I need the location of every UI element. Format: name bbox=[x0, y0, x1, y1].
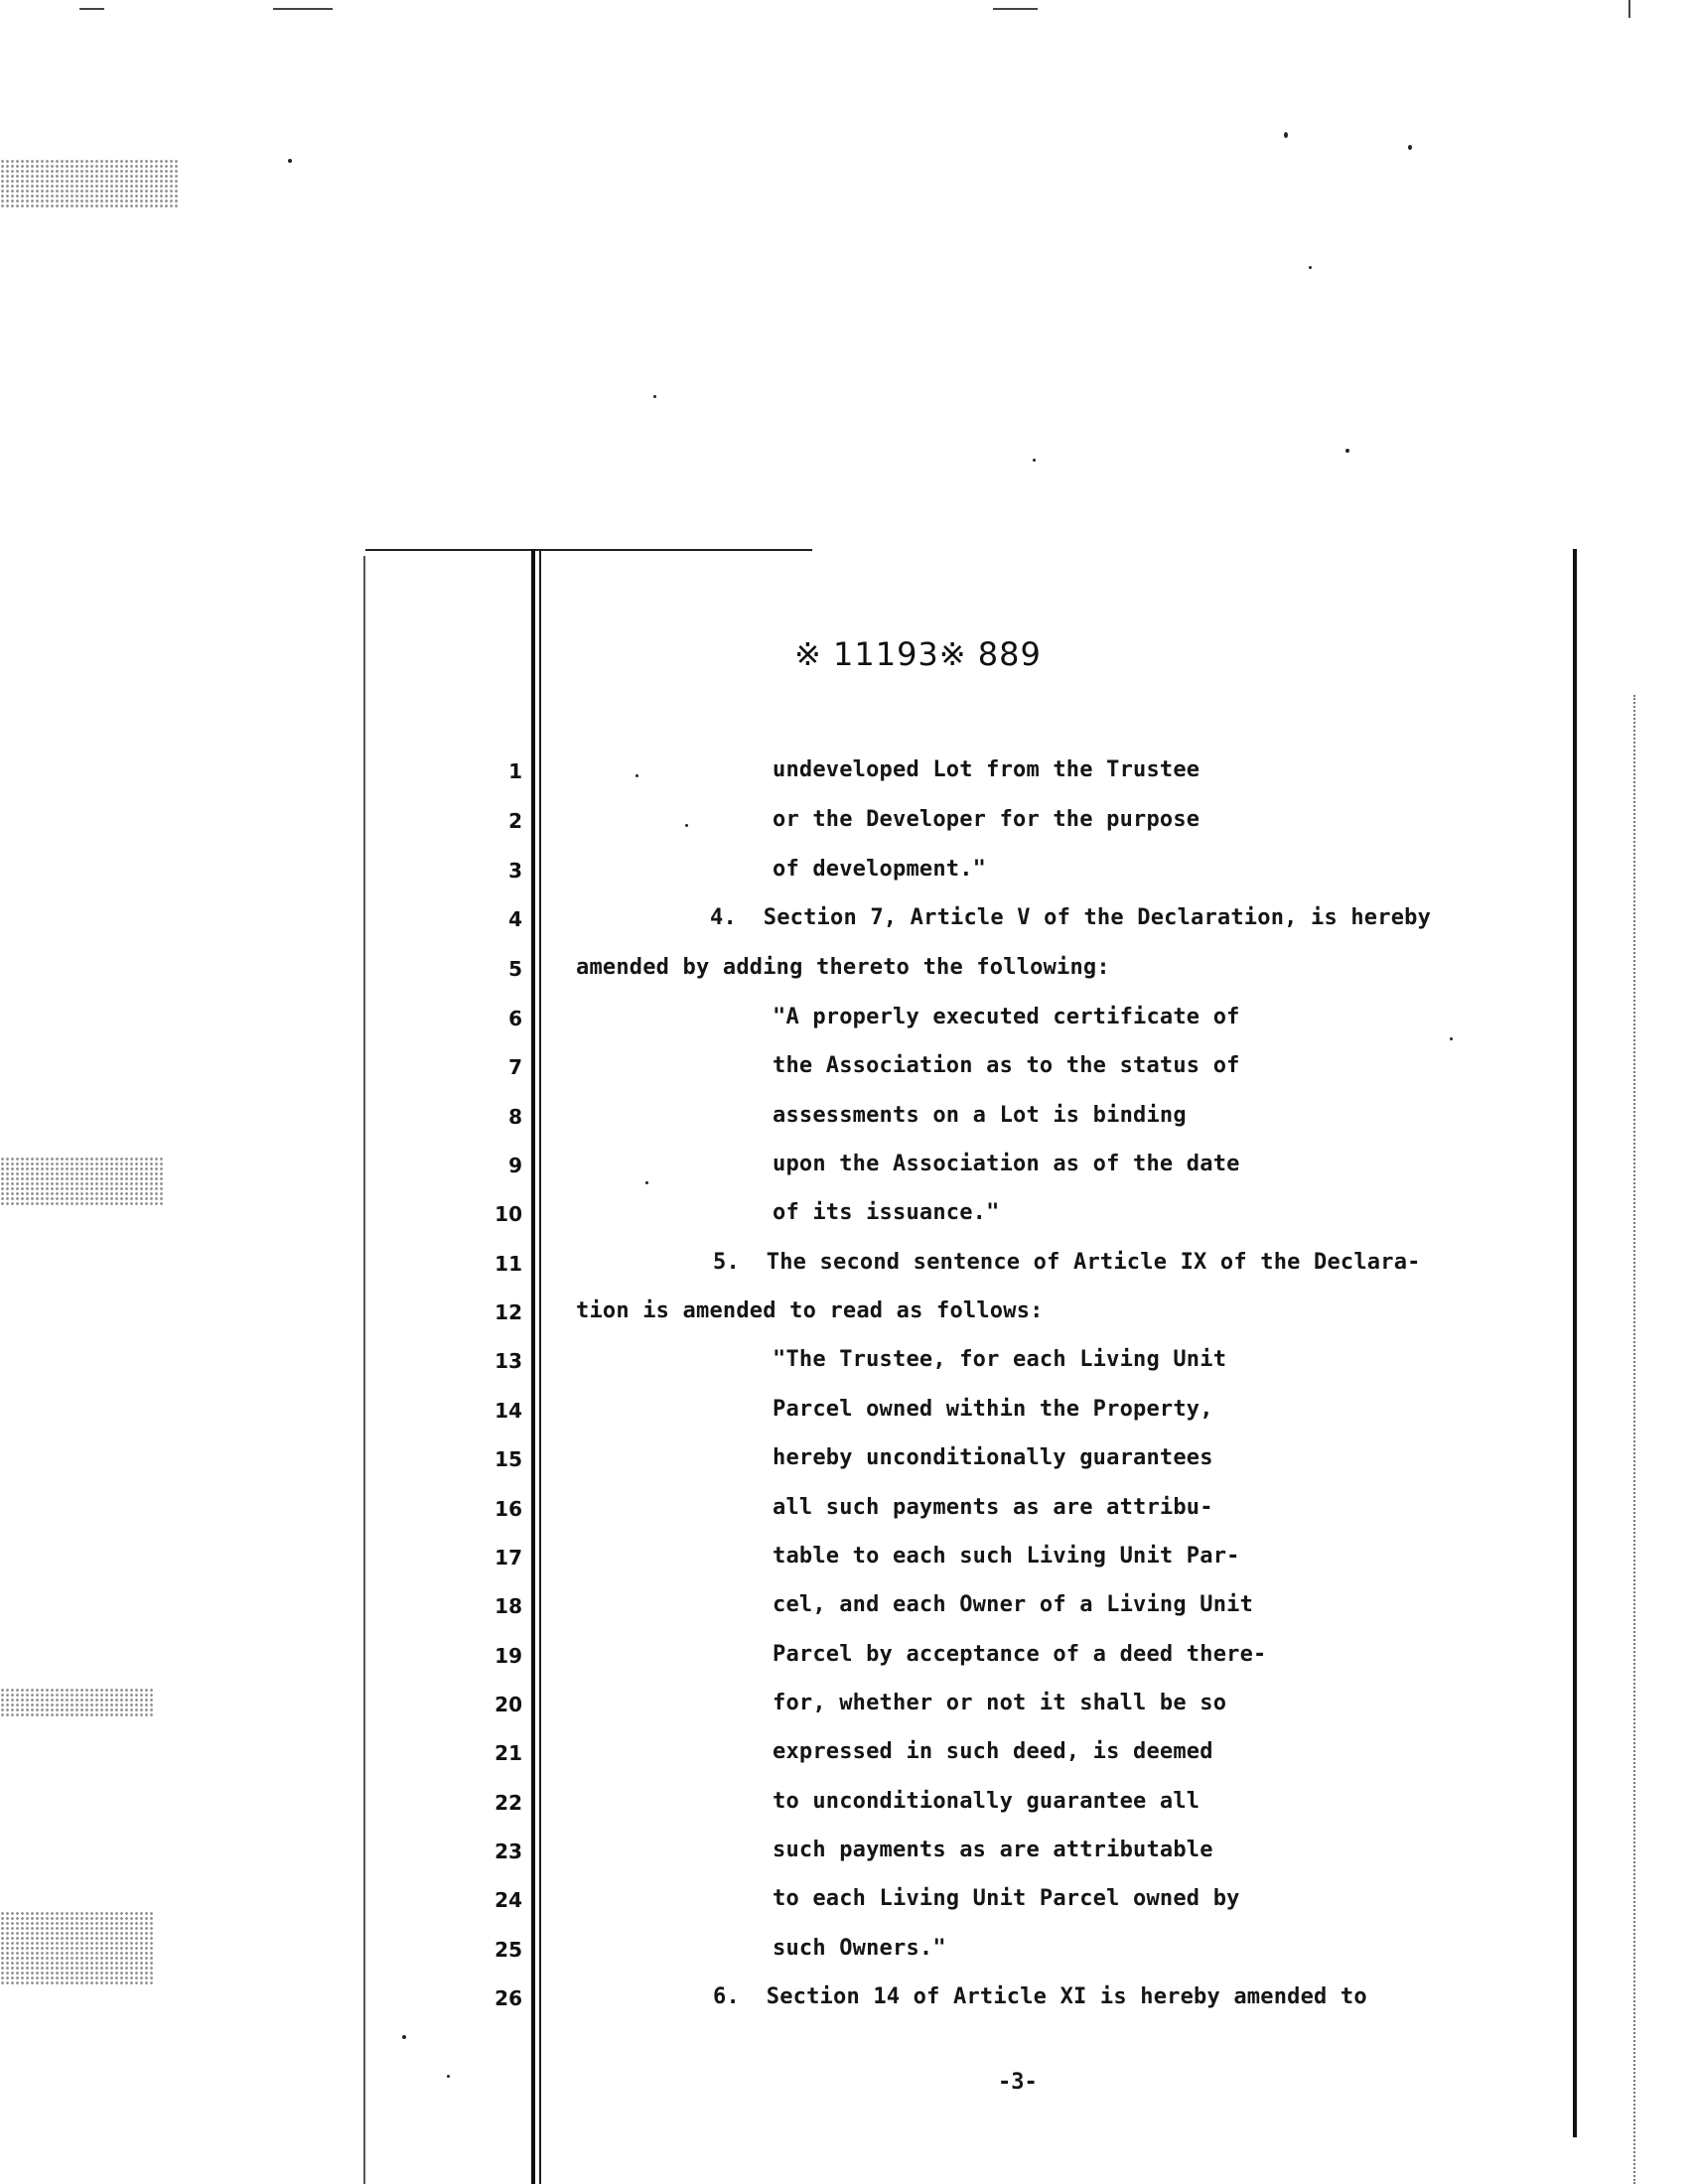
body-text-line: all such payments as are attribu- bbox=[773, 1495, 1213, 1520]
body-text-line: for, whether or not it shall be so bbox=[773, 1691, 1227, 1715]
scan-artifact-speck bbox=[1408, 145, 1412, 150]
line-number: 22 bbox=[494, 1791, 522, 1815]
line-number: 9 bbox=[508, 1154, 522, 1177]
body-text-line: the Association as to the status of bbox=[773, 1053, 1240, 1078]
body-text-line: tion is amended to read as follows: bbox=[576, 1298, 1044, 1323]
line-number: 1 bbox=[508, 759, 522, 783]
body-text-line: Parcel owned within the Property, bbox=[773, 1397, 1213, 1422]
body-text-line: 6. Section 14 of Article XI is hereby amended to bbox=[713, 1984, 1367, 2009]
book-page-reference: ※ 11193※ 889 bbox=[794, 635, 1042, 673]
body-text-line: 5. The second sentence of Article IX of the Declara- bbox=[713, 1250, 1421, 1275]
body-text-line: hereby unconditionally guarantees bbox=[773, 1445, 1213, 1470]
body-text-line: of its issuance." bbox=[773, 1200, 1000, 1225]
line-number: 4 bbox=[508, 907, 522, 931]
body-text-line: or the Developer for the purpose bbox=[773, 807, 1200, 832]
line-number: 8 bbox=[508, 1105, 522, 1129]
scan-artifact-speck bbox=[653, 395, 656, 398]
line-number: 16 bbox=[494, 1497, 522, 1521]
scan-artifact-speck bbox=[645, 1181, 648, 1184]
form-top-rule bbox=[365, 549, 812, 551]
page-edge-rule bbox=[1633, 695, 1636, 2184]
scan-artifact-edge bbox=[79, 8, 104, 10]
right-margin-rule bbox=[1573, 549, 1577, 2137]
line-number: 13 bbox=[494, 1349, 522, 1373]
scan-artifact-speck bbox=[1284, 132, 1288, 138]
scan-artifact-speck bbox=[1033, 459, 1036, 462]
scan-artifact-speck bbox=[685, 824, 688, 827]
line-number: 6 bbox=[508, 1007, 522, 1030]
body-text-line: "A properly executed certificate of bbox=[773, 1005, 1240, 1029]
body-text-line: cel, and each Owner of a Living Unit bbox=[773, 1592, 1254, 1617]
scan-artifact-speck bbox=[447, 2075, 450, 2078]
scan-artifact-speck bbox=[1345, 449, 1349, 453]
scan-artifact-edge bbox=[1628, 0, 1630, 18]
page-number: -3- bbox=[998, 2070, 1038, 2095]
line-number: 26 bbox=[494, 1986, 522, 2010]
scan-artifact-speck bbox=[1309, 266, 1312, 269]
scan-artifact-speck bbox=[1450, 1037, 1453, 1040]
scan-artifact-speck bbox=[402, 2035, 406, 2039]
scan-artifact-speck bbox=[288, 159, 292, 163]
line-number: 21 bbox=[494, 1741, 522, 1765]
line-number: 15 bbox=[494, 1447, 522, 1471]
line-number: 17 bbox=[494, 1546, 522, 1570]
line-number: 2 bbox=[508, 809, 522, 833]
line-number: 5 bbox=[508, 957, 522, 981]
line-number: 10 bbox=[494, 1202, 522, 1226]
left-margin-rule bbox=[363, 556, 365, 2184]
body-text-line: of development." bbox=[773, 857, 987, 882]
scan-artifact-halftone bbox=[0, 159, 179, 208]
scan-artifact-halftone bbox=[0, 1911, 154, 1985]
body-text-line: amended by adding thereto the following: bbox=[576, 955, 1110, 980]
line-number: 19 bbox=[494, 1644, 522, 1668]
line-number: 11 bbox=[494, 1252, 522, 1276]
line-number: 7 bbox=[508, 1055, 522, 1079]
body-text-line: assessments on a Lot is binding bbox=[773, 1103, 1187, 1128]
body-text-line: such payments as are attributable bbox=[773, 1838, 1213, 1862]
body-text-line: such Owners." bbox=[773, 1936, 946, 1961]
line-number-divider-inner bbox=[539, 549, 541, 2184]
line-number-divider bbox=[531, 549, 535, 2184]
body-text-line: table to each such Living Unit Par- bbox=[773, 1544, 1240, 1569]
body-text-line: undeveloped Lot from the Trustee bbox=[773, 757, 1200, 782]
scan-artifact-halftone bbox=[0, 1688, 154, 1717]
line-number: 18 bbox=[494, 1594, 522, 1618]
scan-artifact-edge bbox=[273, 8, 333, 10]
line-number: 3 bbox=[508, 859, 522, 883]
line-number: 20 bbox=[494, 1693, 522, 1716]
line-number: 25 bbox=[494, 1938, 522, 1962]
scan-artifact-edge bbox=[993, 8, 1038, 10]
body-text-line: expressed in such deed, is deemed bbox=[773, 1739, 1213, 1764]
body-text-line: "The Trustee, for each Living Unit bbox=[773, 1347, 1227, 1372]
body-text-line: to unconditionally guarantee all bbox=[773, 1789, 1200, 1814]
body-text-line: Parcel by acceptance of a deed there- bbox=[773, 1642, 1267, 1667]
scan-artifact-halftone bbox=[0, 1157, 164, 1206]
line-number: 14 bbox=[494, 1399, 522, 1423]
line-number: 23 bbox=[494, 1840, 522, 1863]
line-number: 24 bbox=[494, 1888, 522, 1912]
body-text-line: 4. Section 7, Article V of the Declaration, is hereby bbox=[710, 905, 1432, 930]
line-number: 12 bbox=[494, 1300, 522, 1324]
body-text-line: to each Living Unit Parcel owned by bbox=[773, 1886, 1240, 1911]
scan-artifact-speck bbox=[635, 774, 638, 777]
body-text-line: upon the Association as of the date bbox=[773, 1152, 1240, 1176]
